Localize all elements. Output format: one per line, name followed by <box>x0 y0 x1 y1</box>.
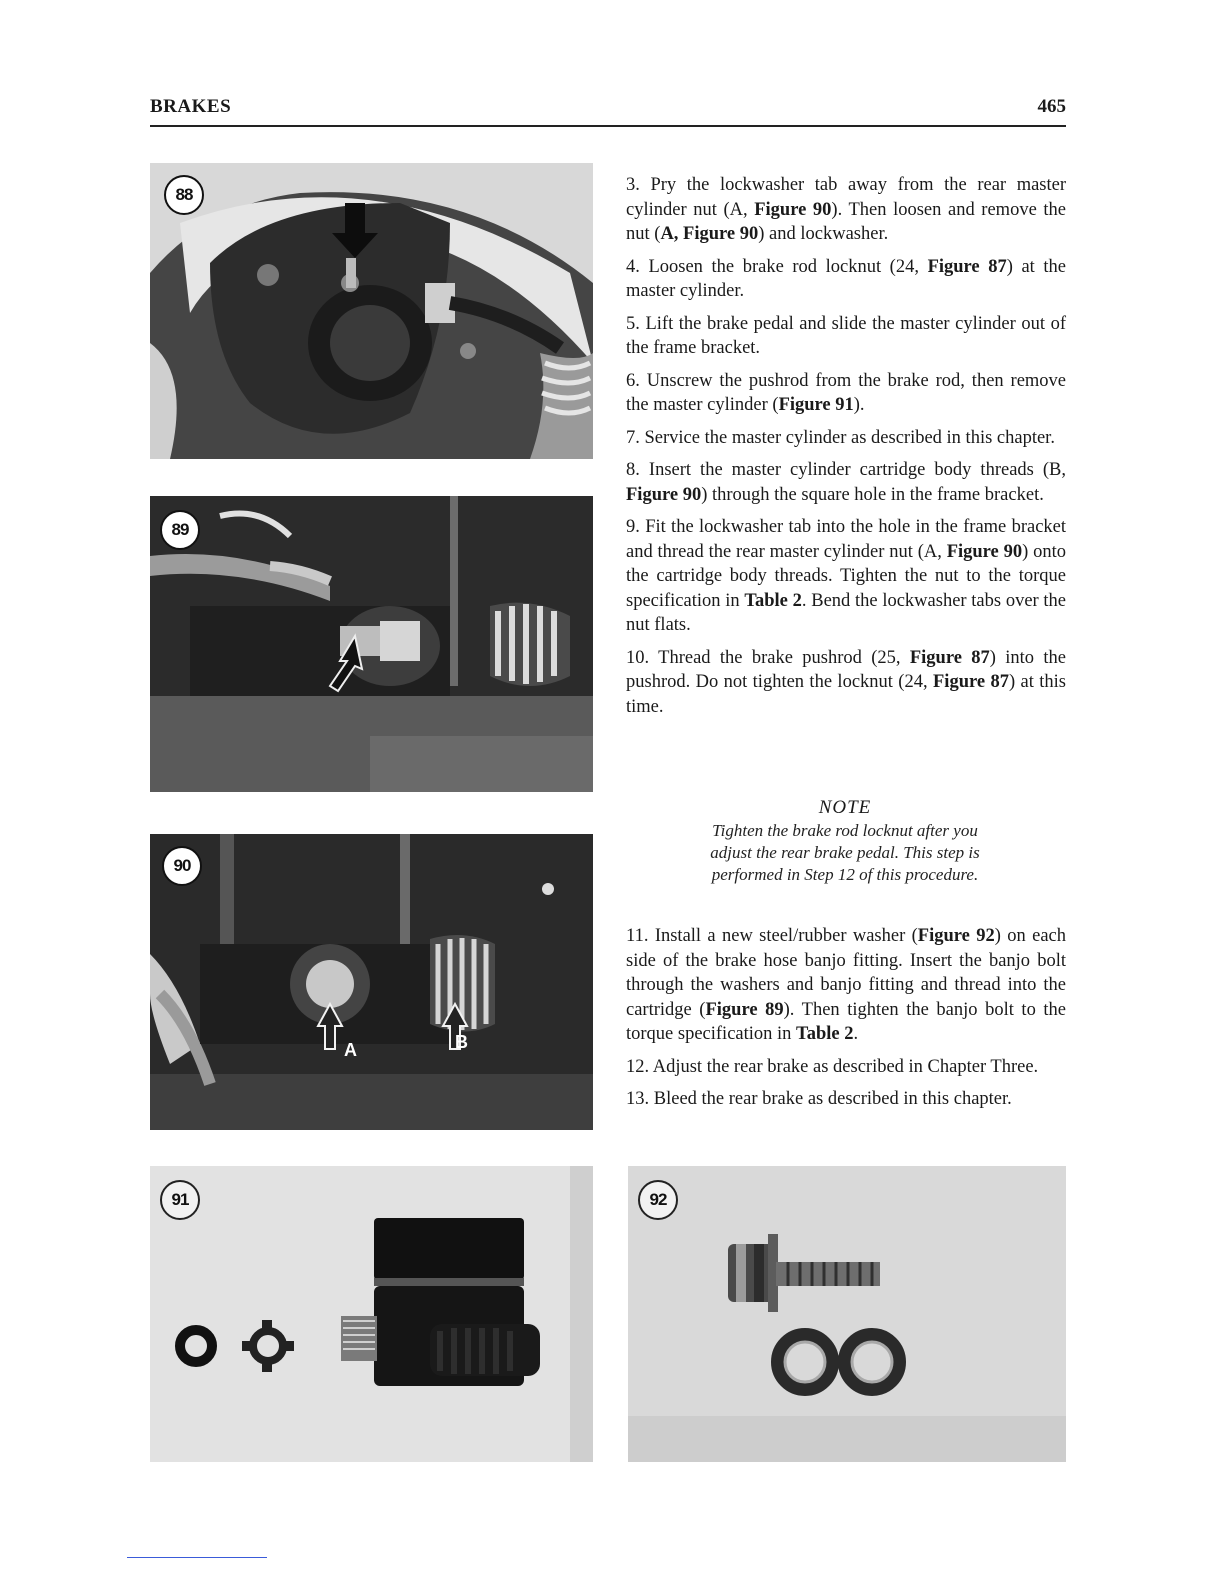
page-number: 465 <box>1037 96 1066 117</box>
note-line: adjust the rear brake pedal. This step is <box>710 843 980 862</box>
step-number: 9. <box>626 517 646 537</box>
step-number: 8. <box>626 460 649 480</box>
cross-reference: Figure 87 <box>933 672 1009 692</box>
figure-89-badge <box>160 510 200 550</box>
step-text: ) onto the cartridge body threads. Tighten the nut to the torque specification in <box>626 541 1066 611</box>
step-text: Install a new steel/rubber washer ( <box>654 926 918 946</box>
step-text: ) at the master cylinder. <box>626 256 1066 301</box>
step-text: Lift the brake pedal and slide the master cylinder out of the frame bracket. <box>626 313 1067 358</box>
callout-a: A <box>344 1040 357 1060</box>
cross-reference: Figure 87 <box>909 647 990 668</box>
step-text: ). <box>853 395 865 415</box>
step-number: 10. <box>626 647 659 668</box>
figure-92-label: 92 <box>649 1190 667 1209</box>
procedure-step <box>626 369 1066 418</box>
procedure-step <box>626 1087 1066 1112</box>
figure-90-label: 90 <box>173 856 191 875</box>
figure-91-badge <box>160 1180 200 1220</box>
step-text: Thread the brake pushrod (25, <box>658 647 910 668</box>
procedure-steps-top <box>626 173 1066 727</box>
cross-reference: Figure 92 <box>917 926 995 946</box>
cross-reference: Figure 87 <box>927 256 1007 277</box>
cross-reference: Figure 90 <box>946 541 1023 562</box>
figure-90-photo <box>150 834 593 1130</box>
cross-reference: Table 2 <box>744 590 802 611</box>
figure-88-label: 88 <box>175 185 193 204</box>
cross-reference: A, Figure 90 <box>660 224 759 244</box>
callout-b: B <box>455 1032 468 1052</box>
note-body <box>660 820 1030 886</box>
step-text: Pry the lockwasher tab away from the rear master cylinder nut (A, <box>626 175 1067 220</box>
step-text: ) at this time. <box>626 672 1066 717</box>
step-text: Service the master cylinder as described in this chapter. <box>644 427 1055 448</box>
step-number: 5. <box>626 313 646 334</box>
note-box <box>660 796 1030 886</box>
step-text: Bleed the rear brake as described in this chapter. <box>653 1089 1012 1109</box>
figure-89-label: 89 <box>171 520 189 539</box>
step-text: Unscrew the pushrod from the brake rod, then remove the master cylinder ( <box>626 370 1067 415</box>
step-number: 11. <box>626 926 655 946</box>
figure-90-badge <box>162 846 202 886</box>
procedure-step <box>626 515 1066 638</box>
note-title: NOTE <box>818 797 872 818</box>
procedure-steps-bottom <box>626 924 1066 1120</box>
step-text: Loosen the brake rod locknut (24, <box>648 256 928 277</box>
note-line: Tighten the brake rod locknut after you <box>712 821 978 840</box>
step-text: ) through the square hole in the frame bracket. <box>701 484 1044 505</box>
step-text: ) on each side of the brake hose banjo fitting. Insert the banjo bolt through the washers and banjo fitting and thread into the cartridge ( <box>626 926 1066 1020</box>
step-text: . <box>853 1024 859 1044</box>
procedure-step <box>626 646 1066 720</box>
figure-88-badge <box>164 175 204 215</box>
procedure-step <box>626 255 1066 304</box>
procedure-step <box>626 924 1066 1047</box>
step-text: Fit the lockwasher tab into the hole in the frame bracket and thread the rear master cylinder nut (A, <box>626 517 1067 562</box>
step-text: Adjust the rear brake as described in Chapter Three. <box>652 1056 1039 1077</box>
note-line: performed in Step 12 of this procedure. <box>711 865 979 884</box>
step-number: 12. <box>626 1056 653 1077</box>
cross-reference: Figure 89 <box>705 999 784 1020</box>
step-text: ) into the pushrod. Do not tighten the locknut (24, <box>626 647 1066 692</box>
procedure-step <box>626 426 1066 451</box>
figure-92-photo <box>628 1166 1066 1462</box>
figure-91-label: 91 <box>171 1190 189 1209</box>
step-text: Insert the master cylinder cartridge body threads (B, <box>648 460 1067 480</box>
step-text: . Bend the lockwasher tabs over the nut flats. <box>626 590 1067 635</box>
procedure-step <box>626 312 1066 361</box>
procedure-step <box>626 173 1066 247</box>
figure-91-photo <box>150 1166 593 1462</box>
footer-rule <box>127 1557 267 1558</box>
figure-92-badge <box>638 1180 678 1220</box>
step-number: 4. <box>626 256 649 277</box>
cross-reference: Figure 90 <box>754 199 832 220</box>
step-number: 13. <box>626 1089 654 1109</box>
step-number: 6. <box>626 370 647 391</box>
procedure-step <box>626 458 1066 507</box>
step-text: ) and lockwasher. <box>758 224 889 244</box>
chapter-title: BRAKES <box>150 96 232 117</box>
figure-88-photo <box>150 163 593 459</box>
cross-reference: Table 2 <box>796 1024 854 1044</box>
cross-reference: Figure 90 <box>626 484 702 505</box>
step-number: 7. <box>626 427 645 448</box>
step-text: ). Then loosen and remove the nut ( <box>626 199 1066 244</box>
header-rule <box>150 125 1066 127</box>
step-number: 3. <box>626 175 651 195</box>
procedure-step <box>626 1055 1066 1080</box>
step-text: ). Then tighten the banjo bolt to the torque specification in <box>626 999 1066 1044</box>
cross-reference: Figure 91 <box>778 395 854 415</box>
figure-89-photo <box>150 496 593 792</box>
page-header <box>150 96 1066 124</box>
